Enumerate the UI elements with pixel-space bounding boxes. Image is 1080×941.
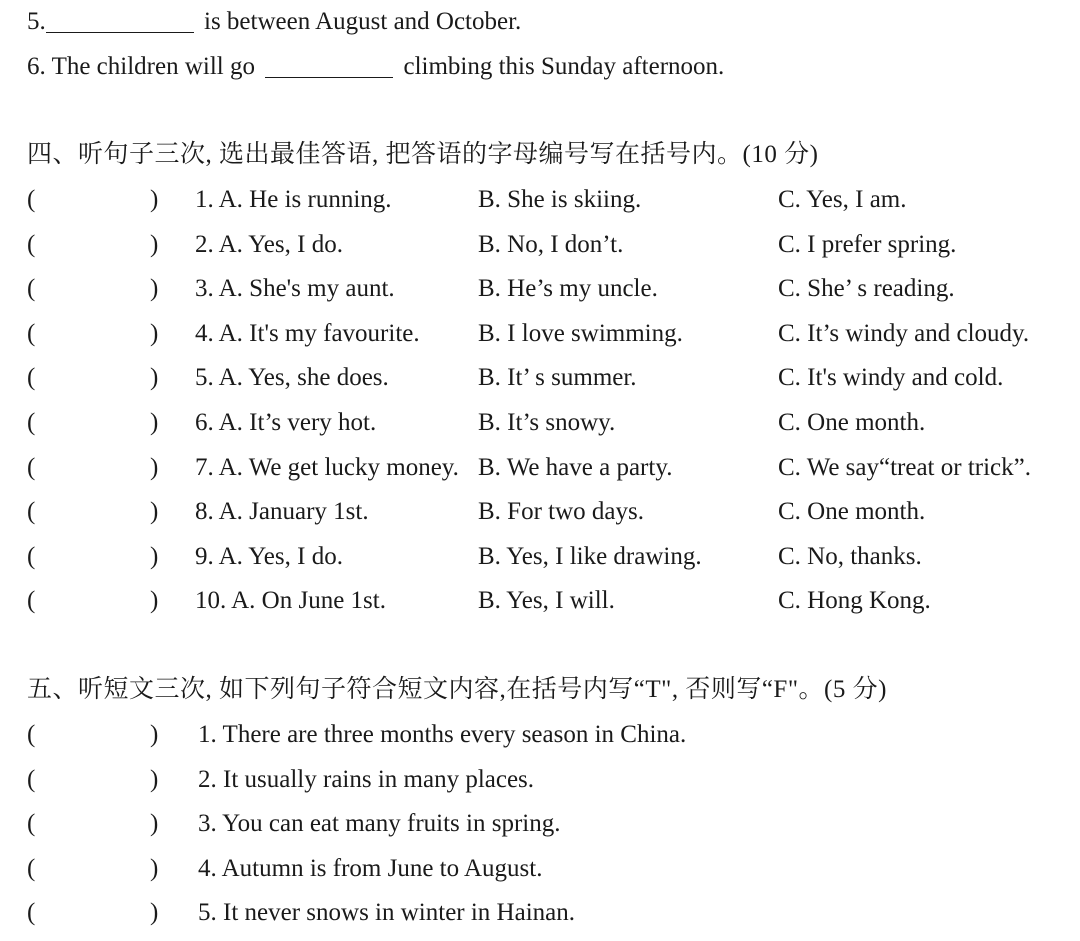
option-c: C. One month. xyxy=(778,498,926,526)
answer-paren-open[interactable]: ( xyxy=(27,453,36,481)
option-c: C. One month. xyxy=(778,409,926,436)
answer-paren-close: ) xyxy=(150,453,159,481)
answer-paren-open[interactable]: ( xyxy=(27,275,36,303)
option-a xyxy=(195,180,392,220)
option-a xyxy=(195,225,343,265)
option-b: B. She is skiing. xyxy=(478,186,642,213)
option-b: B. He’s my uncle. xyxy=(478,275,658,303)
answer-paren-close: ) xyxy=(150,587,159,615)
option-a-text: A. On June 1st. xyxy=(231,587,386,615)
option-b: B. I love swimming. xyxy=(478,319,683,347)
option-b: B. Yes, I like drawing. xyxy=(478,542,702,570)
option-a-text: A. She's my aunt. xyxy=(218,275,395,303)
option-a-text: A. It's my favourite. xyxy=(218,319,420,347)
option-a xyxy=(195,358,389,398)
statement-text: 4. Autumn is from June to August. xyxy=(198,854,543,882)
answer-paren-open[interactable]: ( xyxy=(27,854,36,882)
answer-paren-close: ) xyxy=(150,765,159,793)
option-b: B. Yes, I will. xyxy=(478,587,615,615)
answer-paren-open[interactable]: ( xyxy=(27,765,36,793)
question-number: 4. xyxy=(195,319,214,347)
statement-text: 5. It never snows in winter in Hainan. xyxy=(198,899,576,927)
option-c: C. We say“treat or trick”. xyxy=(778,453,1031,481)
answer-paren-close: ) xyxy=(150,186,159,213)
answer-paren-open[interactable]: ( xyxy=(27,319,36,347)
answer-paren-open[interactable]: ( xyxy=(27,186,36,213)
answer-paren-close: ) xyxy=(150,721,159,748)
section-4-heading: 四、听句子三次, 选出最佳答语, 把答语的字母编号写在括号内。(10 分) xyxy=(27,141,819,168)
item-text-after: climbing this Sunday afternoon. xyxy=(403,53,725,80)
option-b: B. It’s snowy. xyxy=(478,409,616,436)
option-a-text: A. Yes, I do. xyxy=(218,542,343,570)
option-c: C. I prefer spring. xyxy=(778,230,957,258)
option-a-text: A. He is running. xyxy=(218,186,392,213)
answer-paren-close: ) xyxy=(150,498,159,526)
answer-paren-open[interactable]: ( xyxy=(27,364,36,392)
option-a-text: A. Yes, she does. xyxy=(218,364,389,392)
answer-paren-close: ) xyxy=(150,810,159,838)
answer-paren-open[interactable]: ( xyxy=(27,498,36,526)
option-a xyxy=(195,492,369,532)
answer-paren-close: ) xyxy=(150,899,159,927)
option-b: B. We have a party. xyxy=(478,453,673,481)
question-number: 9. xyxy=(195,542,214,570)
question-number: 6. xyxy=(195,409,214,436)
option-a xyxy=(195,537,343,577)
option-a xyxy=(195,403,376,443)
question-number: 10. xyxy=(195,587,227,615)
option-a xyxy=(195,448,459,488)
answer-paren-open[interactable]: ( xyxy=(27,587,36,615)
option-b: B. No, I don’t. xyxy=(478,230,624,258)
item-text-before: The children will go xyxy=(51,53,255,80)
item-number: 5. xyxy=(27,8,46,35)
item-number: 6. xyxy=(27,53,46,80)
option-c: C. Hong Kong. xyxy=(778,587,931,615)
question-number: 7. xyxy=(195,453,214,481)
answer-paren-open[interactable]: ( xyxy=(27,721,36,748)
item-text: is between August and October. xyxy=(204,8,522,35)
option-c: C. Yes, I am. xyxy=(778,186,907,213)
answer-blank[interactable] xyxy=(46,6,194,33)
answer-paren-close: ) xyxy=(150,319,159,347)
answer-paren-close: ) xyxy=(150,854,159,882)
option-b: B. It’ s summer. xyxy=(478,364,637,392)
question-number: 5. xyxy=(195,364,214,392)
answer-paren-open[interactable]: ( xyxy=(27,899,36,927)
question-number: 3. xyxy=(195,275,214,303)
answer-paren-close: ) xyxy=(150,275,159,303)
option-b: B. For two days. xyxy=(478,498,644,526)
statement-text: 1. There are three months every season in China. xyxy=(198,721,687,748)
option-c: C. It’s windy and cloudy. xyxy=(778,319,1030,347)
option-a-text: A. We get lucky money. xyxy=(218,453,459,481)
statement-text: 2. It usually rains in many places. xyxy=(198,765,535,793)
option-c: C. It's windy and cold. xyxy=(778,364,1004,392)
answer-paren-open[interactable]: ( xyxy=(27,542,36,570)
option-c: C. She’ s reading. xyxy=(778,275,955,303)
answer-paren-close: ) xyxy=(150,230,159,258)
answer-paren-open[interactable]: ( xyxy=(27,810,36,838)
option-c: C. No, thanks. xyxy=(778,542,922,570)
statement-text: 3. You can eat many fruits in spring. xyxy=(198,810,561,838)
answer-paren-open[interactable]: ( xyxy=(27,230,36,258)
option-a xyxy=(195,581,386,621)
answer-paren-close: ) xyxy=(150,542,159,570)
option-a xyxy=(195,314,420,354)
option-a-text: A. January 1st. xyxy=(218,498,369,526)
answer-blank[interactable] xyxy=(265,51,393,78)
question-number: 1. xyxy=(195,186,214,213)
answer-paren-open[interactable]: ( xyxy=(27,409,36,436)
option-a-text: A. Yes, I do. xyxy=(218,230,343,258)
option-a-text: A. It’s very hot. xyxy=(218,409,377,436)
question-number: 8. xyxy=(195,498,214,526)
answer-paren-close: ) xyxy=(150,364,159,392)
option-a xyxy=(195,269,395,309)
answer-paren-close: ) xyxy=(150,409,159,436)
section-5-heading: 五、听短文三次, 如下列句子符合短文内容,在括号内写“T", 否则写“F"。(5 分) xyxy=(27,676,887,703)
question-number: 2. xyxy=(195,230,214,258)
